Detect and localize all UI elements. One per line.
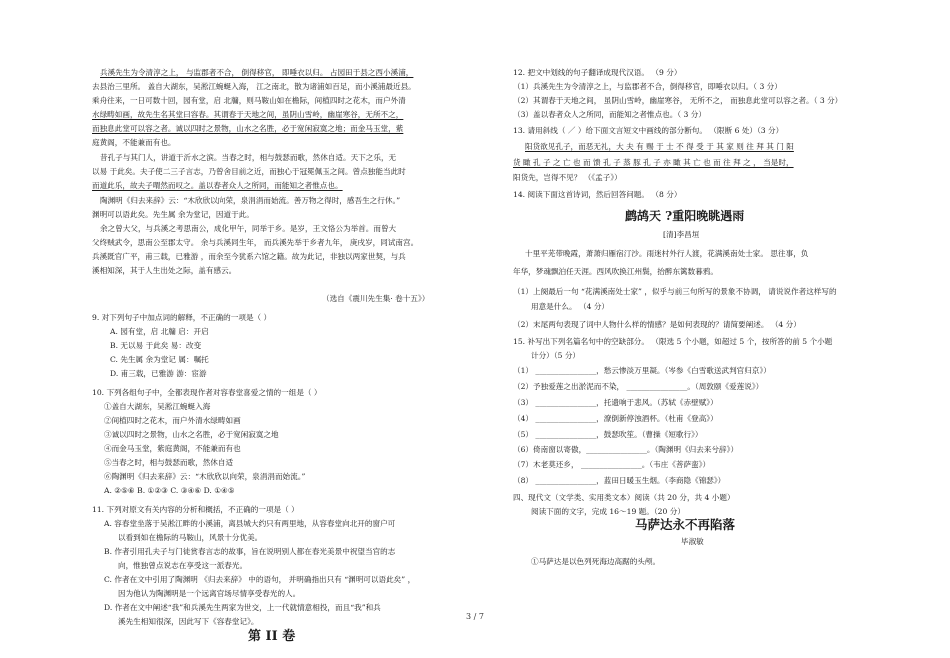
text-line: 四、现代文（文学类、实用类文本）阅读（共 20 分，共 4 小题） [513,493,735,502]
text-line: ⑤当春之时，相与鼓瑟而歌，然休自适 [104,458,234,467]
text-line: 阳货欲见孔子，而恶无礼，大 夫 有 赐 于 士 不 得 受 于 其 家 则 往 拜 其 门 阳 [525,142,794,151]
text-line: 去县治三里所。 盖自大湖东，吴淞江蜿蜒入海， 江之南北，散为诸浦如百足，而小溪浦最近县。 [92,82,416,91]
text-line: ②间植四时之花木，而户外清水绿畴如画 [104,416,241,425]
text-line: 兵溪既官广平，甫三载，已雅游 ，而余至今犹系六馆之籍。故为此记，非独以两家世契，与兵 [92,252,406,261]
text-line: 而独息此堂可以容之者。诚以四时之景物，山水之名胜，必于宽闲寂寞之地；而金马玉堂，紫 [92,124,404,133]
text-line: （1） ________________，愁云惨淡万里凝。（岑参《白雪歌送武判官归京》） [513,366,771,375]
text-line: 而道此乐，故夫子喟然而叹之。盖以春者众人之所同，而能知之者惟点也。 [92,181,343,190]
text-line: 14. 阅读下面这首诗词，然后回答问题。 （8 分） [513,190,682,199]
text-line: 阅读下面的文字，完成 16～19 题。（20 分） [531,507,685,516]
text-line: 毕淑敏 [681,537,704,546]
text-line: （3） ________________，托遗响于悲风。（苏轼《赤壁赋》） [513,398,718,407]
text-line: A. ②⑤⑥ B. ①②③ C. ③④⑥ D. ①④⑤ [104,486,235,495]
text-line: 阳货先，岂得不见？ （《孟子》） [513,173,622,182]
text-line: 余之曾大父，与兵溪之考思南公，成化甲午，同举于乡。是岁，王文恪公为举首。而曾大 [100,224,397,233]
text-line: 以看到如在檐际的马鞍山，风景十分优美。 [118,533,263,542]
text-line: A. 园有堂，启 北牖 启：开启 [110,327,209,336]
text-line: （选自《震川先生集· 卷十五》） [322,294,430,303]
text-line: 庭黄阁，不能兼而有也。 [92,138,176,147]
text-line: 9. 对下列句子中加点词的解释，不正确的一项是（ ） [92,313,272,322]
page-number: 3 / 7 [466,612,484,621]
text-line: ①盖自大湖东，吴淞江蜿蜒入海 [104,402,211,411]
section-heading: 第 II 卷 [248,629,296,644]
text-line: A. 容春堂坐落于吴淞江畔的小溪浦，离县城大约只有两里地，从容春堂向北开的窗户可 [104,519,396,528]
text-line: ④而金马玉堂，紫庭黄阁，不能兼而有也 [104,444,241,453]
text-line: 渊明可以语此矣。先生属 余为堂记，因道于此。 [92,210,254,219]
text-line: 溪先生相知很深，因此写下《容春堂记》。 [118,617,259,626]
text-line: [清]李昌垣 [663,230,700,239]
text-line: 11. 下列对原文有关内容的分析和概括，不正确的一项是（ ） [92,505,299,514]
text-line: 计分）（5 分） [531,351,581,360]
text-line: ③诚以四时之景物，山水之名胜，必于宽闲寂寞之地 [104,430,279,439]
text-line: （5） ________________，鼓瑟吹笙。（曹操《短歌行》） [513,430,703,439]
text-line: 10. 下列各组句子中，全都表现作者对容春堂喜爱之情的一组是（ ） [92,388,322,397]
text-line: （3）盖以春者众人之所同，而能知之者惟点也。（ 3 分） [513,110,706,119]
text-line: （8） ________________，蓝田日暖玉生烟。（李商隐《锦瑟》） [513,476,726,485]
text-line: 十里平芜带晚霞，萧萧归雁宿汀沙。雨迷村外行人渡，花满溪南处士家。 思往事，负 [525,249,809,258]
text-line: C. 作者在文中引用了陶渊明 《归去来辞》 中的语句， 并明确指出只有 “渊明可以语此矣” ， [104,575,416,584]
text-line: （1）上阕最后一句 “花满溪南处士家” ，似乎与前三句所写的景象不协调， 请说说作者这样写的 [513,287,837,296]
text-line: D. 作者在文中阐述“我”和兵溪先生两家为世交，上一代就情意相投，而且“我”和兵 [104,603,381,612]
text-line: B. 无以易 于此矣 易：改变 [110,341,202,350]
text-line: （2）末尾两句表现了词中人物什么样的情感？是如何表现的？请简要阐述。 （4 分） [513,320,801,329]
text-line: 15. 补写出下列名篇名句中的空缺部分。 （限选 5 个小题，如超过 5 个，按所答的前 5 个小题 [513,337,833,346]
text-line: 用意是什么。 （4 分） [531,302,610,311]
text-line: 因为他认为陶渊明是一个远离官场尽情享受春光的人。 [118,589,301,598]
text-line: 年华，梦魂飘泊任天涯。西风吹换江州鬓，抬醉东篱数暮鸦。 [513,267,719,276]
text-line: （7）木老莫还乡， ________________。（韦庄《菩萨蛮》） [513,460,711,469]
text-line: 水绿畴如画，故先生名其堂曰容春。其谓春于天地之间，虽阴山雪岭，幽崖寒谷，无所不之， [92,110,404,119]
essay-title: 马萨达永不再陷落 [635,517,736,532]
text-line: 12. 把文中划线的句子翻译成现代汉语。 （9 分） [513,68,682,77]
text-line: （1）兵溪先生为令清淳之上，与监郡者不合，倒得移官，即唾衣以归。（ 3 分） [513,82,782,91]
text-line: 溪相知深，其于人生出处之际，盖有感云。 [92,266,237,275]
text-line: ⑥陶渊明《归去来辞》云：“木欣欣以向荣，泉涓涓而始流。” [104,472,306,481]
text-line: 陶渊明《归去来辞》云：“木欣欣以向荣，泉涓涓而始流。善万物之得时，感吾生之行休。” [100,196,401,205]
text-line: 13. 请用斜线（ ／ ）给下面文言短文中画线的部分断句。 （限断 6 处）（3 分） [513,126,784,135]
text-line: （2）予独爱莲之出淤泥而不染， ________________。（周敦颐《爱莲说》） [513,382,764,391]
text-line: （2）其谓春于天地之间， 虽阴山雪岭，幽崖寒谷， 无所不之， 而独息此堂可以容之者。（ 3 分） [513,96,843,105]
text-line: C. 先生属 余为堂记 属：嘱托 [110,355,209,364]
text-line: ①马萨达是以色列死海边高踞的头颅。 [531,557,661,566]
text-line: （4） ________________，潦倒新停浊酒杯。（杜甫《登高》） [513,414,718,423]
text-line: B. 作者引用孔夫子与门徒赏春言志的故事，旨在说明别人都在春光美景中祝望当官的志 [104,547,396,556]
text-line: 昔孔子与其门人，讲道于沂水之滨。当春之时，相与鼓瑟而歌，然休自适。天下之乐，无 [100,153,397,162]
text-line: D. 甫三载，已雅游 游：宦游 [110,369,207,378]
text-line: 向，惟独曾点说志在享受这一派春光。 [118,561,248,570]
text-line: （6）倚南窗以寄傲，________________。（陶渊明《归去来兮辞》） [513,445,739,454]
text-line: 乘舟往来，一日可数十回，园有堂，启 北牖，则马鞍山如在檐际，间植四时之花木，而户外清 [92,96,406,105]
text-line: 货 瞰 孔 子 之 亡 也 而 馈 孔 子 蒸 豚 孔 子 亦 瞰 其 亡 也 而 往 拜 之 ， 当是时， [513,158,794,167]
text-line: 兵溪先生为令清淳之上， 与监郡者不合， 倒得移官， 即唾衣以归。 占园田于县之西小溪浦， [100,68,414,77]
text-line: 以易 于此矣。夫子使二三子言志，乃曾舍目前之近，而独心于冠冕佩玉之间。曾点独能当此时 [92,167,406,176]
poem-title: 鹧鸪天 ?重阳晚眺遇雨 [625,209,745,223]
text-line: 父终贼武令，思南公至郡太守。 余与兵溪同生年， 而兵溪先举于乡者九年， 庚戌岁，同试南宫。 [92,238,419,247]
